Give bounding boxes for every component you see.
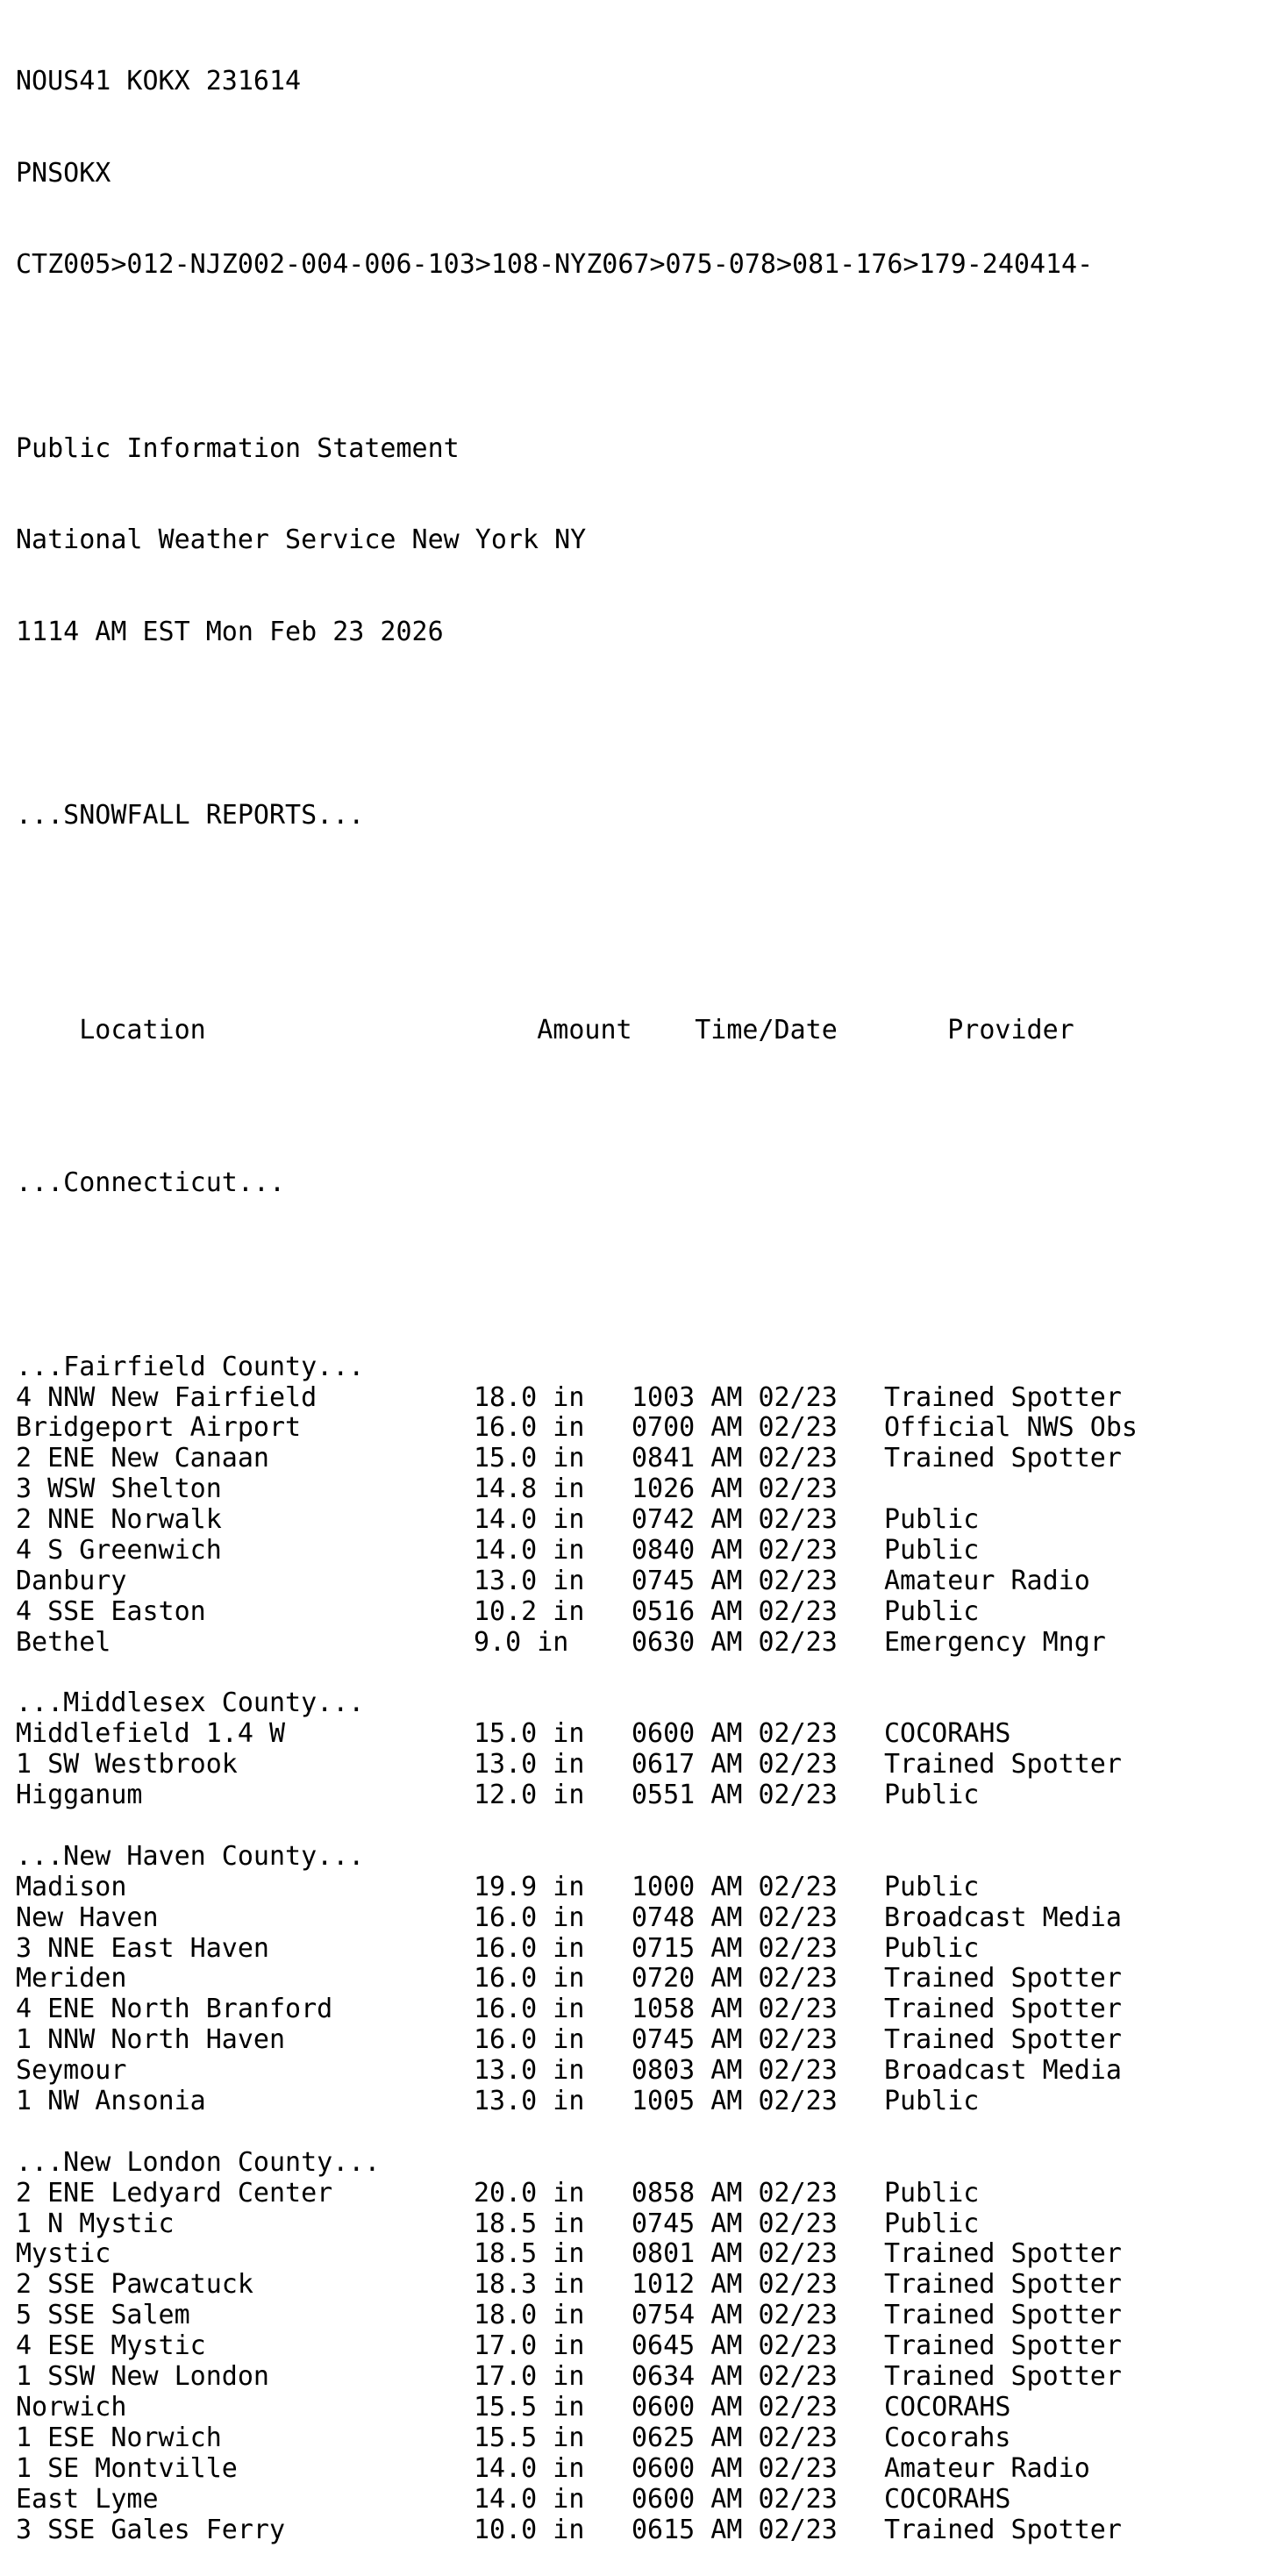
report-location: 2 NNE Norwalk	[16, 1504, 222, 1536]
report-provider: Official NWS Obs	[884, 1412, 1138, 1444]
report-location: 1 N Mystic	[16, 2208, 175, 2239]
report-row	[16, 2362, 1210, 2393]
report-location: 4 ESE Mystic	[16, 2330, 206, 2362]
report-provider: Trained Spotter	[884, 1963, 1122, 1994]
report-provider: Trained Spotter	[884, 2361, 1122, 2393]
report-provider: COCORAHS	[884, 2391, 1011, 2423]
report-time-date: 0600 AM 02/23	[632, 1718, 838, 1750]
report-provider: Trained Spotter	[884, 2330, 1122, 2362]
report-time-date: 0600 AM 02/23	[632, 2452, 838, 2484]
report-row	[16, 1444, 1210, 1474]
report-location: 1 SE Montville	[16, 2452, 238, 2484]
report-amount: 16.0 in	[474, 1994, 585, 2025]
report-row	[16, 1903, 1210, 1934]
county-heading: ...Middlesex County...	[16, 1688, 365, 1719]
report-time-date: 0858 AM 02/23	[632, 2177, 838, 2209]
report-row	[16, 2485, 1210, 2515]
report-row	[16, 1597, 1210, 1628]
report-amount: 16.0 in	[474, 2024, 585, 2056]
report-row	[16, 1873, 1210, 1903]
report-provider: Trained Spotter	[884, 1381, 1122, 1413]
report-location: Higganum	[16, 1780, 143, 1811]
product-title: Public Information Statement	[16, 432, 460, 464]
report-location: 2 ENE New Canaan	[16, 1443, 269, 1474]
report-provider: Cocorahs	[884, 2422, 1011, 2453]
state-heading: ...Connecticut...	[16, 1167, 286, 1199]
report-amount: 16.0 in	[474, 1932, 585, 1964]
report-provider: COCORAHS	[884, 2483, 1011, 2515]
column-header-location: Location	[79, 1014, 206, 1045]
report-time-date: 0745 AM 02/23	[632, 2208, 838, 2239]
report-row	[16, 1964, 1210, 1994]
report-row	[16, 2515, 1210, 2546]
issuing-office: National Weather Service New York NY	[16, 524, 587, 556]
report-row	[16, 2025, 1210, 2056]
report-amount: 14.0 in	[474, 1504, 585, 1536]
report-row	[16, 1780, 1210, 1811]
report-location: Bridgeport Airport	[16, 1412, 302, 1444]
report-row	[16, 2423, 1210, 2454]
report-location: 2 SSE Pawcatuck	[16, 2269, 253, 2301]
report-location: 2 ENE Ledyard Center	[16, 2177, 333, 2209]
report-amount: 10.0 in	[474, 2514, 585, 2545]
blank-line	[16, 1260, 1210, 1291]
report-location: Madison	[16, 1871, 127, 1902]
report-row	[16, 1413, 1210, 1444]
report-amount: 12.0 in	[474, 1780, 585, 1811]
report-row	[16, 2087, 1210, 2117]
county-heading: ...New London County...	[16, 2146, 381, 2178]
report-provider: Public	[884, 2177, 980, 2209]
report-time-date: 0745 AM 02/23	[632, 2024, 838, 2056]
blank-line	[16, 342, 1210, 373]
report-location: 4 NNW New Fairfield	[16, 1381, 318, 1413]
awips-id-line: PNSOKX	[16, 157, 111, 189]
report-provider: Broadcast Media	[884, 2055, 1122, 2087]
report-provider: Public	[884, 2086, 980, 2117]
report-row	[16, 2331, 1210, 2362]
blank-line	[16, 710, 1210, 740]
report-location: 3 WSW Shelton	[16, 1474, 222, 1505]
report-amount: 18.0 in	[474, 2300, 585, 2331]
report-provider: Public	[884, 2208, 980, 2239]
report-location: East Lyme	[16, 2483, 159, 2515]
report-time-date: 1058 AM 02/23	[632, 1994, 838, 2025]
report-row	[16, 2209, 1210, 2240]
report-provider: Trained Spotter	[884, 1994, 1122, 2025]
report-time-date: 0840 AM 02/23	[632, 1535, 838, 1566]
report-amount: 18.0 in	[474, 1381, 585, 1413]
report-provider: COCORAHS	[884, 1718, 1011, 1750]
report-row	[16, 2239, 1210, 2270]
report-time-date: 0754 AM 02/23	[632, 2300, 838, 2331]
report-location: 3 NNE East Haven	[16, 1932, 269, 1964]
report-time-date: 1012 AM 02/23	[632, 2269, 838, 2301]
report-amount: 15.5 in	[474, 2422, 585, 2453]
report-provider: Trained Spotter	[884, 2024, 1122, 2056]
report-amount: 10.2 in	[474, 1595, 585, 1627]
report-provider: Public	[884, 1932, 980, 1964]
report-amount: 14.8 in	[474, 1474, 585, 1505]
county-heading: ...Fairfield County...	[16, 1351, 365, 1382]
report-time-date: 0600 AM 02/23	[632, 2483, 838, 2515]
report-time-date: 0625 AM 02/23	[632, 2422, 838, 2453]
report-location: 5 SSE Salem	[16, 2300, 190, 2331]
report-provider: Public	[884, 1504, 980, 1536]
issuance-time: 1114 AM EST Mon Feb 23 2026	[16, 617, 444, 648]
report-provider: Trained Spotter	[884, 2238, 1122, 2270]
blank-line	[16, 1659, 1210, 1689]
report-row	[16, 2301, 1210, 2331]
blank-line	[16, 2117, 1210, 2148]
report-location: 4 ENE North Branford	[16, 1994, 333, 2025]
report-time-date: 0745 AM 02/23	[632, 1565, 838, 1596]
column-header-provider: Provider	[947, 1014, 1074, 1045]
report-location: Danbury	[16, 1565, 127, 1596]
report-time-date: 0551 AM 02/23	[632, 1780, 838, 1811]
report-amount: 20.0 in	[474, 2177, 585, 2209]
report-amount: 16.0 in	[474, 1963, 585, 1994]
report-time-date: 0700 AM 02/23	[632, 1412, 838, 1444]
report-location: 3 SSE Gales Ferry	[16, 2514, 286, 2545]
report-location: Bethel	[16, 1626, 111, 1658]
report-location: 4 S Greenwich	[16, 1535, 222, 1566]
report-time-date: 1026 AM 02/23	[632, 1474, 838, 1505]
report-amount: 17.0 in	[474, 2361, 585, 2393]
report-provider: Trained Spotter	[884, 1443, 1122, 1474]
report-amount: 13.0 in	[474, 1565, 585, 1596]
report-amount: 14.0 in	[474, 1535, 585, 1566]
report-row	[16, 2454, 1210, 2485]
report-location: Seymour	[16, 2055, 127, 2087]
report-time-date: 0748 AM 02/23	[632, 1902, 838, 1933]
report-amount: 19.9 in	[474, 1871, 585, 1902]
report-time-date: 0720 AM 02/23	[632, 1963, 838, 1994]
report-time-date: 1005 AM 02/23	[632, 2086, 838, 2117]
report-location: 1 SSW New London	[16, 2361, 269, 2393]
report-row	[16, 1383, 1210, 1414]
report-time-date: 0634 AM 02/23	[632, 2361, 838, 2393]
report-location: Meriden	[16, 1963, 127, 1994]
report-row	[16, 1566, 1210, 1597]
report-amount: 17.0 in	[474, 2330, 585, 2362]
report-row	[16, 1628, 1210, 1659]
report-time-date: 0841 AM 02/23	[632, 1443, 838, 1474]
column-header-amount: Amount	[537, 1014, 632, 1045]
report-amount: 13.0 in	[474, 1749, 585, 1780]
blank-line	[16, 1811, 1210, 1842]
report-amount: 13.0 in	[474, 2086, 585, 2117]
report-time-date: 1003 AM 02/23	[632, 1381, 838, 1413]
report-amount: 14.0 in	[474, 2452, 585, 2484]
ugc-zones-line: CTZ005>012-NJZ002-004-006-103>108-NYZ067>075-078>081-176>179-240414-	[16, 249, 1094, 281]
report-time-date: 0516 AM 02/23	[632, 1595, 838, 1627]
report-location: 1 SW Westbrook	[16, 1749, 238, 1780]
column-header-time-date: Time/Date	[695, 1014, 838, 1045]
report-row	[16, 1536, 1210, 1566]
report-provider: Trained Spotter	[884, 2269, 1122, 2301]
report-row	[16, 1474, 1210, 1505]
county-heading: ...New Haven County...	[16, 1840, 365, 1872]
report-time-date: 0617 AM 02/23	[632, 1749, 838, 1780]
report-amount: 15.5 in	[474, 2391, 585, 2423]
text-product	[16, 5, 1210, 2576]
report-row	[16, 2393, 1210, 2423]
report-amount: 15.0 in	[474, 1718, 585, 1750]
report-provider: Amateur Radio	[884, 2452, 1090, 2484]
report-amount: 16.0 in	[474, 1902, 585, 1933]
blank-line	[16, 893, 1210, 924]
report-location: 1 ESE Norwich	[16, 2422, 222, 2453]
report-provider: Trained Spotter	[884, 2300, 1122, 2331]
report-location: 1 NW Ansonia	[16, 2086, 206, 2117]
report-location: New Haven	[16, 1902, 159, 1933]
report-amount: 14.0 in	[474, 2483, 585, 2515]
report-provider: Emergency Mngr	[884, 1626, 1106, 1658]
report-provider: Trained Spotter	[884, 2514, 1122, 2545]
report-row	[16, 1719, 1210, 1750]
county-sections	[16, 1352, 1210, 2546]
report-amount: 15.0 in	[474, 1443, 585, 1474]
report-amount: 16.0 in	[474, 1412, 585, 1444]
report-time-date: 0615 AM 02/23	[632, 2514, 838, 2545]
report-time-date: 0742 AM 02/23	[632, 1504, 838, 1536]
report-amount: 18.5 in	[474, 2238, 585, 2270]
report-provider: Public	[884, 1871, 980, 1902]
report-row	[16, 2056, 1210, 2087]
report-time-date: 1000 AM 02/23	[632, 1871, 838, 1902]
report-location: Middlefield 1.4 W	[16, 1718, 286, 1750]
column-header-row	[16, 985, 1210, 1045]
report-time-date: 0645 AM 02/23	[632, 2330, 838, 2362]
wmo-header-line: NOUS41 KOKX 231614	[16, 65, 302, 96]
report-provider: Public	[884, 1780, 980, 1811]
report-row	[16, 1994, 1210, 2025]
report-time-date: 0803 AM 02/23	[632, 2055, 838, 2087]
report-amount: 18.3 in	[474, 2269, 585, 2301]
report-row	[16, 2179, 1210, 2209]
report-time-date: 0715 AM 02/23	[632, 1932, 838, 1964]
section-title: ...SNOWFALL REPORTS...	[16, 800, 365, 831]
report-amount: 13.0 in	[474, 2055, 585, 2087]
report-location: 4 SSE Easton	[16, 1595, 206, 1627]
report-amount: 18.5 in	[474, 2208, 585, 2239]
report-provider: Broadcast Media	[884, 1902, 1122, 1933]
report-row	[16, 2270, 1210, 2301]
report-time-date: 0801 AM 02/23	[632, 2238, 838, 2270]
report-row	[16, 1505, 1210, 1536]
report-row	[16, 1750, 1210, 1780]
report-location: Norwich	[16, 2391, 127, 2423]
report-location: Mystic	[16, 2238, 111, 2270]
report-time-date: 0630 AM 02/23	[632, 1626, 838, 1658]
report-time-date: 0600 AM 02/23	[632, 2391, 838, 2423]
report-location: 1 NNW North Haven	[16, 2024, 286, 2056]
report-provider: Public	[884, 1535, 980, 1566]
report-provider: Public	[884, 1595, 980, 1627]
report-provider: Amateur Radio	[884, 1565, 1090, 1596]
report-provider: Trained Spotter	[884, 1749, 1122, 1780]
blank-line	[16, 1077, 1210, 1108]
report-amount: 9.0 in	[474, 1626, 569, 1658]
report-row	[16, 1934, 1210, 1965]
